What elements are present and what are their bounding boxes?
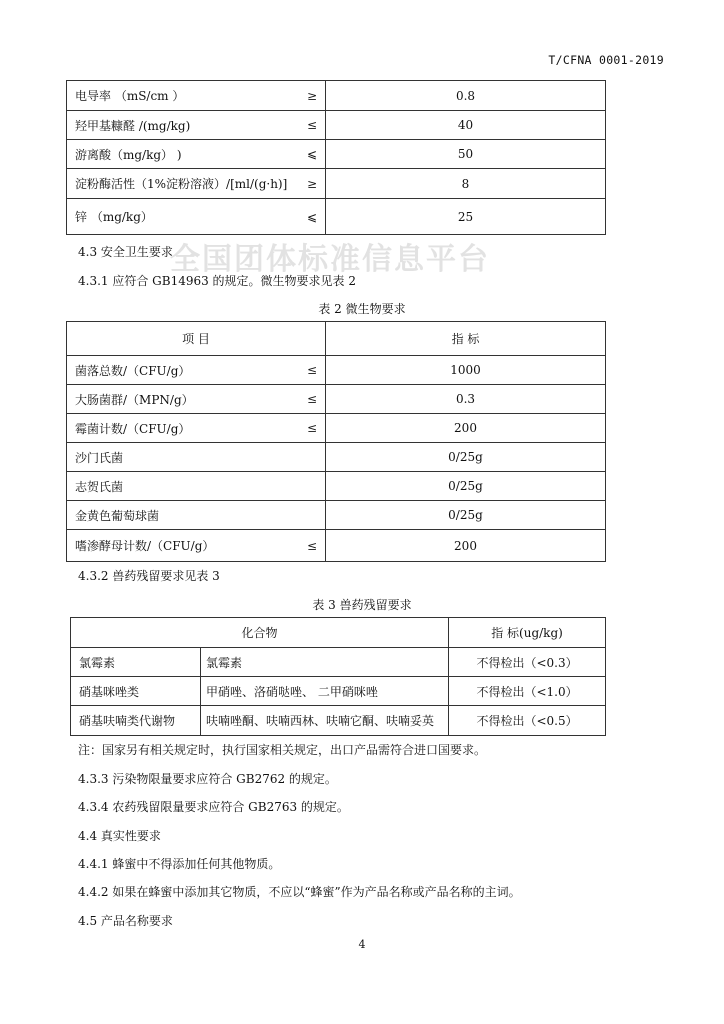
table-row <box>67 414 606 443</box>
table2-caption: 表 2 微生物要求 <box>318 302 406 316</box>
document-code: T/CFNA 0001-2019 <box>548 53 664 67</box>
section-4-3-1: 4.3.1 应符合 GB14963 的规定。微生物要求见表 2 <box>78 274 357 288</box>
compound-list: 甲硝唑、洛硝哒唑、 二甲硝咪唑 <box>201 677 449 706</box>
header-compound: 化合物 <box>71 618 449 648</box>
indicator-name: 电导率 （mS/cm ） <box>75 89 185 103</box>
comparison-symbol: ≤ <box>306 421 317 435</box>
comparison-symbol: ⩽ <box>306 209 317 224</box>
indicator-name: 羟甲基糠醛 /(mg/kg) <box>75 118 191 133</box>
item-name: 嗜渗酵母计数/（CFU/g） <box>75 539 215 553</box>
indicator-value: 50 <box>326 140 606 169</box>
microbiology-table <box>66 321 606 562</box>
table3-note: 注：国家另有相关规定时，执行国家相关规定，出口产品需符合进口国要求。 <box>78 743 487 757</box>
table-row <box>67 199 606 235</box>
table-row <box>67 111 606 140</box>
table-row <box>67 472 606 501</box>
section-4-3-4: 4.3.4 农药残留限量要求应符合 GB2763 的规定。 <box>78 800 349 814</box>
table-row <box>67 530 606 562</box>
page-number: 4 <box>358 938 366 951</box>
compound-list: 氯霉素 <box>201 648 449 677</box>
table-row <box>71 706 606 736</box>
header-item: 项 目 <box>67 322 326 356</box>
item-name: 沙门氏菌 <box>75 450 124 465</box>
compound-category: 硝基咪唑类 <box>71 677 201 706</box>
header-index: 指 标 <box>326 322 606 356</box>
table-header-row <box>71 618 606 648</box>
section-4-3-2: 4.3.2 兽药残留要求见表 3 <box>78 569 220 583</box>
comparison-symbol: ≥ <box>306 88 317 103</box>
comparison-symbol: ≤ <box>306 363 317 377</box>
table-row <box>67 81 606 111</box>
table-row <box>67 169 606 199</box>
compound-category: 氯霉素 <box>71 648 201 677</box>
comparison-symbol: ≥ <box>306 176 317 191</box>
item-value: 0/25g <box>326 472 606 501</box>
comparison-symbol: ≤ <box>306 118 317 132</box>
comparison-symbol: ≤ <box>306 538 317 553</box>
comparison-symbol: ≤ <box>306 392 317 406</box>
section-4-4-1: 4.4.1 蜂蜜中不得添加任何其他物质。 <box>78 857 281 871</box>
item-value: 200 <box>326 414 606 443</box>
section-heading-4-5: 4.5 产品名称要求 <box>78 914 173 928</box>
table-row <box>71 648 606 677</box>
indicator-name: 淀粉酶活性（1%淀粉溶液）/[ml/(g·h)] <box>75 177 288 191</box>
veterinary-residue-table <box>70 617 606 736</box>
indicator-name: 游离酸（mg/kg） ) <box>75 147 182 162</box>
indicator-value: 40 <box>326 111 606 140</box>
section-heading-4-4: 4.4 真实性要求 <box>78 829 161 843</box>
item-value: 1000 <box>326 356 606 385</box>
table-row <box>67 385 606 414</box>
residue-limit: 不得检出（<0.5） <box>449 706 606 736</box>
watermark: 全国团体标准信息平台 <box>170 242 490 277</box>
header-index: 指 标(ug/kg) <box>449 618 606 648</box>
item-name: 大肠菌群/（MPN/g） <box>75 392 194 407</box>
comparison-symbol: ⩽ <box>306 147 317 161</box>
table3-caption: 表 3 兽药残留要求 <box>312 598 412 612</box>
table-row <box>67 140 606 169</box>
residue-limit: 不得检出（<1.0） <box>449 677 606 706</box>
indicator-value: 8 <box>326 169 606 199</box>
compound-category: 硝基呋喃类代谢物 <box>71 706 201 736</box>
table-row <box>71 677 606 706</box>
item-value: 0.3 <box>326 385 606 414</box>
section-4-3-3: 4.3.3 污染物限量要求应符合 GB2762 的规定。 <box>78 772 337 786</box>
indicator-name: 锌 （mg/kg） <box>75 210 153 224</box>
residue-limit: 不得检出（<0.3） <box>449 648 606 677</box>
table-row <box>67 356 606 385</box>
indicator-value: 0.8 <box>326 81 606 111</box>
table-row <box>67 501 606 530</box>
table-header-row <box>67 322 606 356</box>
section-4-4-2: 4.4.2 如果在蜂蜜中添加其它物质，不应以“蜂蜜”作为产品名称或产品名称的主词。 <box>78 885 521 899</box>
item-name: 金黄色葡萄球菌 <box>75 508 160 523</box>
quality-indicator-table <box>66 80 606 235</box>
item-name: 志贺氏菌 <box>75 479 124 494</box>
item-value: 200 <box>326 530 606 562</box>
indicator-value: 25 <box>326 199 606 235</box>
item-name: 菌落总数/（CFU/g） <box>75 363 191 378</box>
table-row <box>67 443 606 472</box>
item-name: 霉菌计数/（CFU/g） <box>75 421 191 436</box>
item-value: 0/25g <box>326 443 606 472</box>
compound-list: 呋喃唑酮、呋喃西林、呋喃它酮、呋喃妥英 <box>201 706 449 736</box>
item-value: 0/25g <box>326 501 606 530</box>
section-heading-4-3: 4.3 安全卫生要求 <box>78 245 173 259</box>
